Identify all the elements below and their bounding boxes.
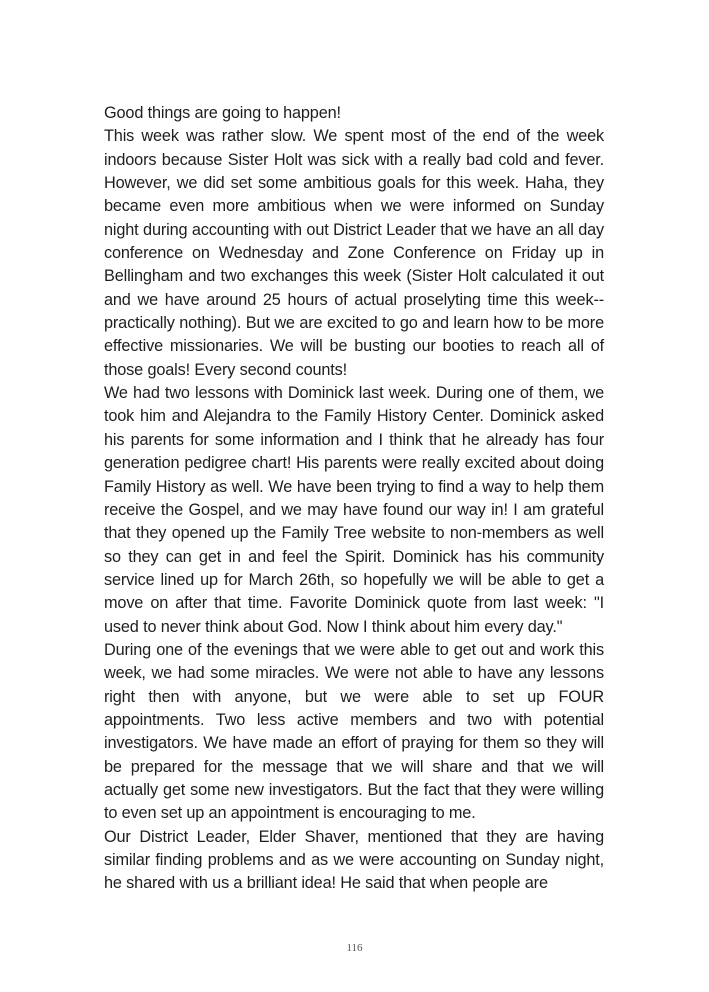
paragraph-3: We had two lessons with Dominick last week. During one of them, we took him and Alejandra to the Family History Center. Dominick asked his parents for some information and I think that he already has four generation pedigree chart! His parents were really excited about doing Family History as well. We have been trying to find a way to help them receive the Gospel, and we may have found our way in! I am grateful that they opened up the Family Tree website to non-members as well so they can get in and feel the Spirit. Dominick has his community service lined up for March 26th, so hopefully we will be able to get a move on after that time. Favorite Dominick quote from last week: "I used to never think about God. Now I think about him every day." (104, 384, 604, 636)
page-number: 116 (346, 942, 363, 954)
body-text (104, 102, 604, 896)
paragraph-4: During one of the evenings that we were able to get out and work this week, we had some miracles. We were not able to have any lessons right then with anyone, but we were able to set up FOUR appointments. Two less active members and two with potential investigators. We have made an effort of praying for them so they will be prepared for the message that we will share and that we will actually get some new investigators. But the fact that they were willing to even set up an appointment is encouraging to me. (104, 640, 604, 823)
paragraph-2: This week was rather slow. We spent most of the end of the week indoors because Sister Holt was sick with a really bad cold and fever. However, we did set some ambitious goals for this week. Haha, they became even more ambitious when we were informed on Sunday night during accounting with out District Leader that we have an all day conference on Wednesday and Zone Conference on Friday up in Bellingham and two exchanges this week (Sister Holt calculated it out and we have around 25 hours of actual proselyting time this week--practically nothing). But we are excited to go and learn how to be more effective missionaries. We will be busting our booties to reach all of those goals! Every second counts! (104, 127, 604, 379)
paragraph-1: Good things are going to happen! (104, 104, 341, 122)
paragraph-5: Our District Leader, Elder Shaver, mentioned that they are having similar finding problems and as we were accounting on Sunday night, he shared with us a brilliant idea! He said that when people are (104, 827, 604, 893)
